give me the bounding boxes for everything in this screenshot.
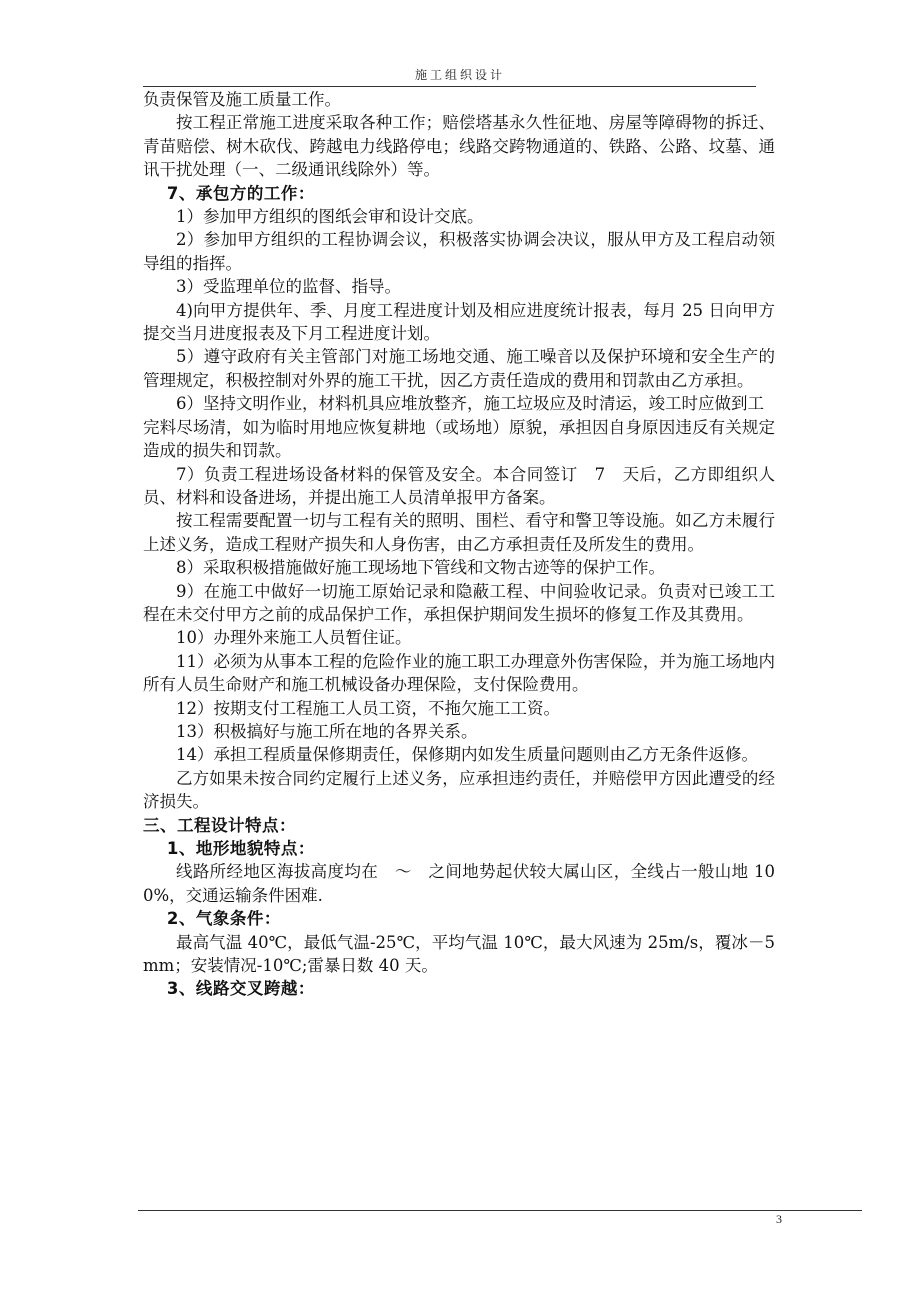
running-header: 施工组织设计 <box>414 68 505 82</box>
subsection-heading: 1、地形地貌特点： <box>166 839 315 858</box>
paragraph: 2）参加甲方组织的工程协调会议，积极落实协调会决议，服从甲方及工程启动领导组的指挥。 <box>143 230 775 273</box>
paragraph: 6）坚持文明作业，材料机具应堆放整齐，施工垃圾应及时清运，竣工时应做到工 <box>176 394 764 414</box>
paragraph: 11）必须为从事本工程的危险作业的施工职工办理意外伤害保险，并为施工场地内所有人员生命财产和施工机械设备办理保险，支付保险费用。 <box>143 651 775 695</box>
paragraph: 线路所经地区海拔高度均在 ～ 之间地势起伏较大属山区，全线占一般山地 100%，交通运输条件困难. <box>143 862 775 905</box>
paragraph: 3）受监理单位的监督、指导。 <box>176 277 401 297</box>
page-number: 3 <box>776 1212 782 1226</box>
paragraph: 4)向甲方提供年、季、月度工程进度计划及相应进度统计报表，每月 25 日向甲方提交当月进度报表及下月工程进度计划。 <box>143 300 775 344</box>
paragraph: 负责保管及施工质量工作。 <box>143 90 341 109</box>
paragraph: 10）办理外来施工人员暂住证。 <box>176 628 412 648</box>
body-text <box>143 88 775 1001</box>
paragraph: 7）负责工程进场设备材料的保管及安全。本合同签订 7 天后，乙方即组织人员、材料和设备进场，并提出施工人员清单报甲方备案。 <box>143 464 775 507</box>
paragraph: 按工程需要配置一切与工程有关的照明、围栏、看守和警卫等设施。如乙方未履行上述义务，造成工程财产损失和人身伤害，由乙方承担责任及所发生的费用。 <box>143 511 775 554</box>
paragraph: 12）按期支付工程施工人员工资，不拖欠施工工资。 <box>176 698 560 718</box>
header-rule <box>143 86 756 87</box>
footer-rule <box>138 1210 862 1211</box>
paragraph: 5）遵守政府有关主管部门对施工场地交通、施工噪音以及保护环境和安全生产的管理规定，积极控制对外界的施工干扰，因乙方责任造成的费用和罚款由乙方承担。 <box>143 347 775 390</box>
paragraph: 完料尽场清，如为临时用地应恢复耕地（或场地）原貌，承担因自身原因违反有关规定造成的损失和罚款。 <box>143 417 775 461</box>
section-heading: 三、工程设计特点： <box>143 815 296 835</box>
paragraph: 1）参加甲方组织的图纸会审和设计交底。 <box>176 207 484 227</box>
paragraph: 8）采取积极措施做好施工现场地下管线和文物古迹等的保护工作。 <box>176 558 665 578</box>
paragraph: 乙方如果未按合同约定履行上述义务，应承担违约责任，并赔偿甲方因此遭受的经济损失。 <box>143 768 775 812</box>
subsection-heading: 3、线路交叉跨越： <box>166 979 315 999</box>
subsection-heading: 7、承包方的工作： <box>166 183 315 203</box>
paragraph: 最高气温 40℃，最低气温-25℃，平均气温 10℃，最大风速为 25m/s，覆冰－5mm；安装情况-10℃;雷暴日数 40 天。 <box>143 932 775 976</box>
paragraph: 按工程正常施工进度采取各种工作；赔偿塔基永久性征地、房屋等障碍物的拆迁、青苗赔偿、树木砍伐、跨越电力线路停电；线路交跨物通道的、铁路、公路、坟墓、通讯干扰处理（一、二级通讯线除外）等。 <box>143 113 775 180</box>
subsection-heading: 2、气象条件： <box>166 909 281 929</box>
paragraph: 14）承担工程质量保修期责任，保修期内如发生质量问题则由乙方无条件返修。 <box>176 745 758 765</box>
paragraph: 13）积极搞好与施工所在地的各界关系。 <box>176 721 478 741</box>
paragraph: 9）在施工中做好一切施工原始记录和隐蔽工程、中间验收记录。负责对已竣工工程在未交付甲方之前的成品保护工作，承担保护期间发生损坏的修复工作及其费用。 <box>143 581 775 624</box>
